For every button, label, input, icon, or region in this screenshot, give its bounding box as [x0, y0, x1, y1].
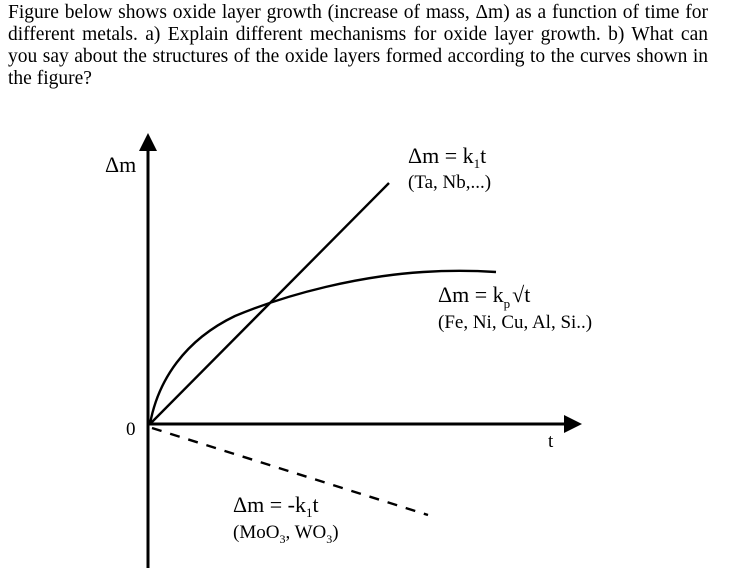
y-axis-arrowhead [139, 133, 157, 151]
svg-text:Δm = k1t [408, 143, 486, 171]
negative-eq-suffix: t [312, 492, 319, 517]
question-text: Figure below shows oxide layer growth (increase of mass, Δm) as a function of time for different metals. a) Explain different mechanisms for oxide layer growth. b) What can you say about the structures of the oxide layers formed according to the curves shown in the figure? [8, 2, 708, 89]
linear-eq-suffix: t [480, 143, 487, 168]
linear-eq-subscript: 1 [473, 156, 481, 171]
origin-label: 0 [126, 419, 136, 440]
svg-text:Δm = kp√t [438, 282, 530, 311]
svg-text:Δm = -k1t [233, 492, 319, 520]
parabolic-growth-label [438, 282, 592, 333]
linear-eq-prefix: Δm = k [408, 143, 474, 168]
negative-growth-label [233, 492, 339, 546]
negative-eq-subscript: 1 [306, 505, 313, 520]
negative-metals: (MoO$_3$, $WO_3$) [233, 522, 339, 546]
parabolic-eq-subscript: p [503, 296, 511, 311]
linear-metals: (Ta, Nb,...) [408, 172, 492, 193]
parabolic-eq-prefix: Δm = k [438, 282, 504, 307]
parabolic-metals: (Fe, Ni, Cu, Al, Si..) [438, 312, 593, 333]
x-axis-label: t [548, 431, 554, 452]
linear-growth-label [408, 143, 491, 193]
parabolic-eq-suffix: √t [512, 282, 531, 307]
y-axis-label: Δm [105, 152, 137, 177]
negative-eq-prefix: Δm = -k [233, 492, 306, 517]
x-axis-arrowhead [564, 415, 582, 433]
